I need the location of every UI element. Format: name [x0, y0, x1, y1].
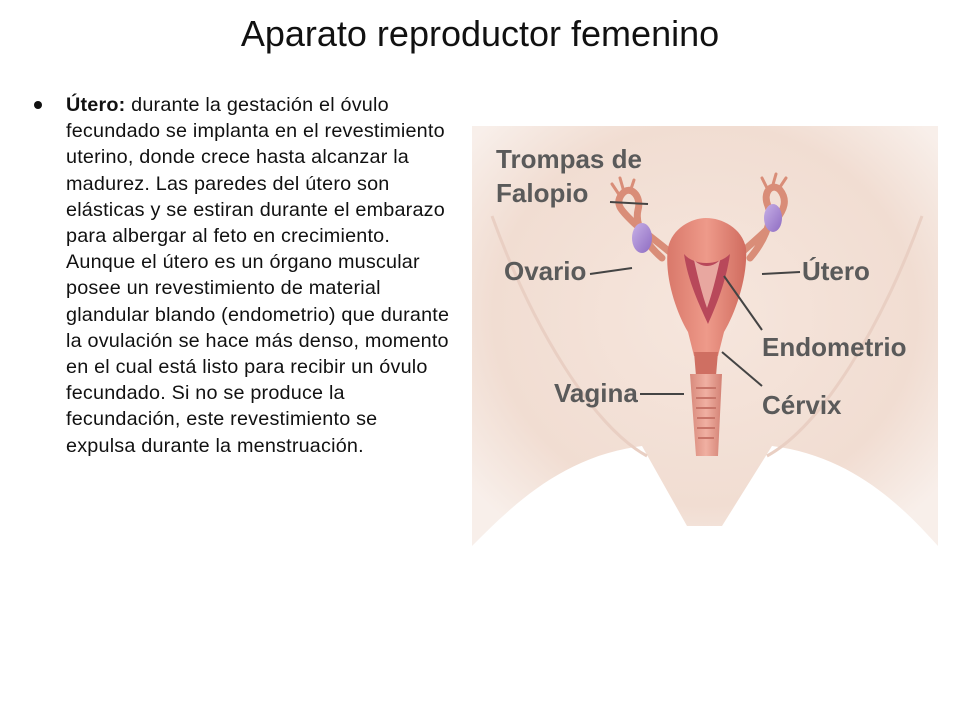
anatomy-figure: [472, 126, 938, 578]
label-cervix: Cérvix: [762, 390, 842, 420]
uterus-diagram: [472, 126, 938, 578]
label-trompas-line2: Falopio: [496, 178, 589, 208]
bullet-body: durante la gestación el óvulo fecundado se implanta en el revestimiento uterino, donde crece hasta alcanzar la madurez. Las paredes del útero son elásticas y se estiran durante el embarazo para albergar al feto en crecimiento. Aunque el útero es un órgano muscular posee un revestimiento de material glandular blando (endometrio) que durante la ovulación se hace más denso, momento en el cual está listo para recibir un óvulo fecundado. Si no se produce la fecundación, este revestimiento se expulsa durante la menstruación.: [66, 94, 450, 457]
bullet-paragraph: [66, 92, 452, 459]
bullet-list: [34, 92, 452, 459]
label-vagina: Vagina: [554, 378, 638, 408]
label-utero: Útero: [802, 256, 870, 286]
ovary-right: [764, 204, 782, 232]
label-trompas-line1: Trompas de: [496, 144, 642, 174]
label-ovario: Ovario: [504, 256, 587, 286]
bullet-heading: Útero:: [66, 94, 126, 116]
bullet-dot-icon: [34, 101, 42, 109]
label-endometrio: Endometrio: [762, 332, 907, 362]
cervix-shape: [694, 352, 718, 376]
slide-title: Aparato reproductor femenino: [240, 13, 720, 54]
bullet-item: [34, 92, 452, 459]
ovary-left: [632, 223, 652, 253]
